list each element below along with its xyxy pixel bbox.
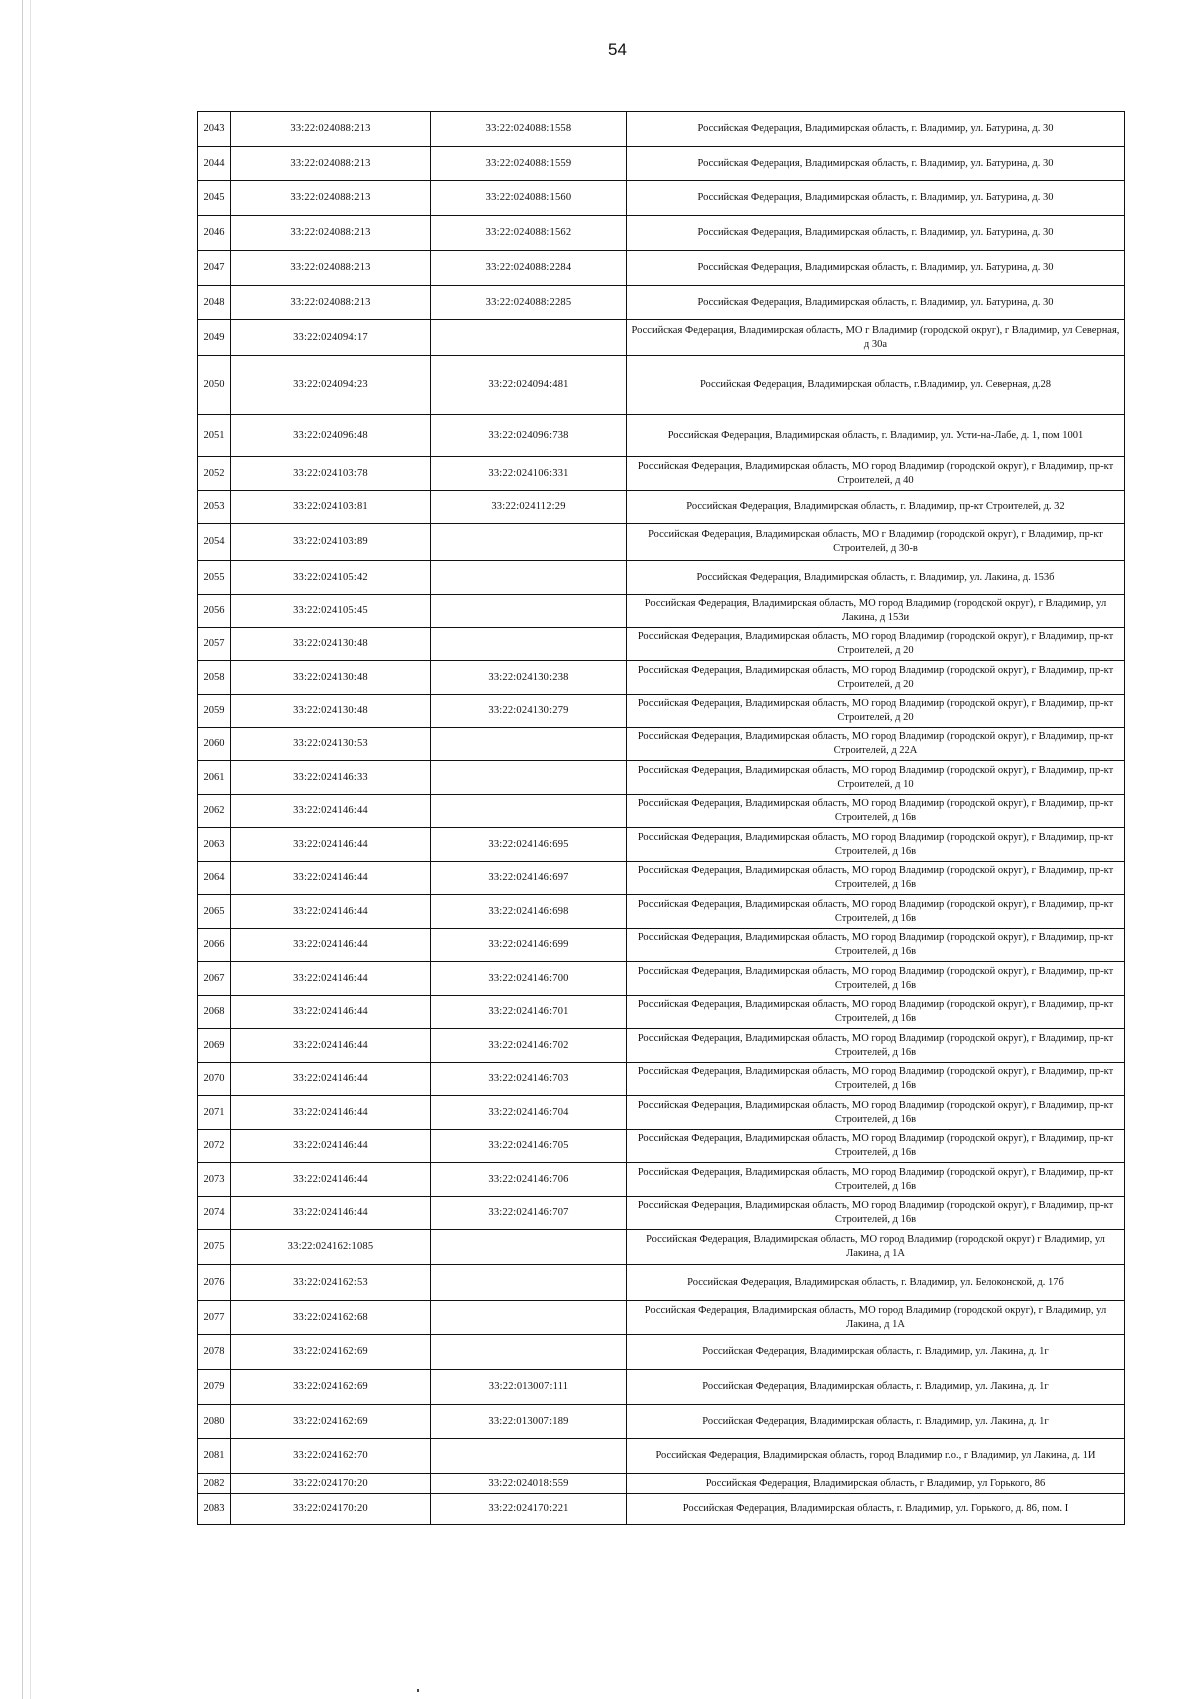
parcel-number-cell: 33:22:024130:48: [231, 661, 431, 695]
address-cell: Российская Федерация, Владимирская область, г. Владимир, ул. Лакина, д. 1г: [627, 1335, 1125, 1370]
row-number-cell: 2083: [198, 1494, 231, 1525]
object-number-cell: 33:22:024146:706: [431, 1163, 627, 1197]
object-number-cell: [431, 628, 627, 661]
table-row: [198, 695, 1125, 728]
address-cell: Российская Федерация, Владимирская область, МО город Владимир (городской округ), г Владимир, пр-кт Строителей, д 20: [627, 695, 1125, 728]
address-cell: Российская Федерация, Владимирская область, МО город Владимир (городской округ), г Владимир, пр-кт Строителей, д 16в: [627, 895, 1125, 929]
table-row: [198, 795, 1125, 828]
address-cell: Российская Федерация, Владимирская область, МО город Владимир (городской округ), г Владимир, пр-кт Строителей, д 16в: [627, 828, 1125, 862]
table-row: [198, 1265, 1125, 1301]
table-row: [198, 1197, 1125, 1230]
row-number-cell: 2073: [198, 1163, 231, 1197]
parcel-number-cell: 33:22:024088:213: [231, 147, 431, 181]
address-cell: Российская Федерация, Владимирская область, г. Владимир, ул. Батурина, д. 30: [627, 216, 1125, 251]
row-number-cell: 2072: [198, 1130, 231, 1163]
object-number-cell: 33:22:024146:702: [431, 1029, 627, 1063]
table-row: [198, 286, 1125, 320]
row-number-cell: 2052: [198, 457, 231, 491]
table-row: [198, 1474, 1125, 1494]
parcel-number-cell: 33:22:024170:20: [231, 1494, 431, 1525]
object-number-cell: 33:22:024096:738: [431, 415, 627, 457]
table-row: [198, 1130, 1125, 1163]
row-number-cell: 2050: [198, 356, 231, 415]
table-row: [198, 524, 1125, 561]
object-number-cell: 33:22:024130:238: [431, 661, 627, 695]
address-cell: Российская Федерация, Владимирская область, г. Владимир, ул. Лакина, д. 153б: [627, 561, 1125, 595]
address-cell: Российская Федерация, Владимирская область, город Владимир г.о., г Владимир, ул Лакина, д. 1И: [627, 1439, 1125, 1474]
address-cell: Российская Федерация, Владимирская область, МО город Владимир (городской округ), г Владимир, пр-кт Строителей, д 16в: [627, 1029, 1125, 1063]
parcel-number-cell: 33:22:024146:44: [231, 1063, 431, 1096]
table-row: [198, 1370, 1125, 1405]
address-cell: Российская Федерация, Владимирская область, г. Владимир, ул. Батурина, д. 30: [627, 147, 1125, 181]
table-row: [198, 862, 1125, 895]
row-number-cell: 2054: [198, 524, 231, 561]
row-number-cell: 2079: [198, 1370, 231, 1405]
table-row: [198, 628, 1125, 661]
parcel-number-cell: 33:22:024103:89: [231, 524, 431, 561]
table-row: [198, 595, 1125, 628]
row-number-cell: 2053: [198, 491, 231, 524]
row-number-cell: 2082: [198, 1474, 231, 1494]
object-number-cell: 33:22:024146:698: [431, 895, 627, 929]
table-row: [198, 112, 1125, 147]
row-number-cell: 2075: [198, 1230, 231, 1265]
parcel-number-cell: 33:22:024088:213: [231, 216, 431, 251]
row-number-cell: 2068: [198, 996, 231, 1029]
object-number-cell: 33:22:013007:111: [431, 1370, 627, 1405]
object-number-cell: 33:22:024088:1559: [431, 147, 627, 181]
parcel-number-cell: 33:22:024162:69: [231, 1335, 431, 1370]
row-number-cell: 2074: [198, 1197, 231, 1230]
table-row: [198, 1494, 1125, 1525]
table-row: [198, 1230, 1125, 1265]
parcel-number-cell: 33:22:024094:23: [231, 356, 431, 415]
table-row: [198, 828, 1125, 862]
object-number-cell: [431, 1265, 627, 1301]
object-number-cell: 33:22:024112:29: [431, 491, 627, 524]
object-number-cell: [431, 1439, 627, 1474]
object-number-cell: 33:22:024094:481: [431, 356, 627, 415]
parcel-number-cell: 33:22:024146:44: [231, 795, 431, 828]
table-row: [198, 491, 1125, 524]
object-number-cell: 33:22:024146:695: [431, 828, 627, 862]
row-number-cell: 2070: [198, 1063, 231, 1096]
row-number-cell: 2044: [198, 147, 231, 181]
row-number-cell: 2062: [198, 795, 231, 828]
object-number-cell: 33:22:024146:705: [431, 1130, 627, 1163]
parcel-number-cell: 33:22:024105:42: [231, 561, 431, 595]
parcel-number-cell: 33:22:024146:44: [231, 1130, 431, 1163]
object-number-cell: [431, 524, 627, 561]
register-table-body: [198, 112, 1125, 1525]
row-number-cell: 2080: [198, 1405, 231, 1439]
object-number-cell: [431, 728, 627, 761]
row-number-cell: 2046: [198, 216, 231, 251]
object-number-cell: 33:22:024146:699: [431, 929, 627, 962]
address-cell: Российская Федерация, Владимирская область, г. Владимир, ул. Белоконской, д. 17б: [627, 1265, 1125, 1301]
parcel-number-cell: 33:22:024088:213: [231, 286, 431, 320]
page-number: 54: [608, 40, 627, 59]
parcel-number-cell: 33:22:024146:44: [231, 929, 431, 962]
table-row: [198, 728, 1125, 761]
parcel-number-cell: 33:22:024162:68: [231, 1301, 431, 1335]
parcel-number-cell: 33:22:024146:44: [231, 1029, 431, 1063]
table-row: [198, 661, 1125, 695]
row-number-cell: 2059: [198, 695, 231, 728]
table-row: [198, 457, 1125, 491]
row-number-cell: 2063: [198, 828, 231, 862]
parcel-number-cell: 33:22:024162:69: [231, 1370, 431, 1405]
object-number-cell: [431, 761, 627, 795]
address-cell: Российская Федерация, Владимирская область, МО город Владимир (городской округ), г Владимир, пр-кт Строителей, д 20: [627, 661, 1125, 695]
scan-edge-line: [30, 0, 31, 1699]
address-cell: Российская Федерация, Владимирская область, МО город Владимир (городской округ), г Владимир, пр-кт Строителей, д 16в: [627, 1130, 1125, 1163]
object-number-cell: [431, 320, 627, 356]
row-number-cell: 2051: [198, 415, 231, 457]
object-number-cell: 33:22:024146:701: [431, 996, 627, 1029]
address-cell: Российская Федерация, Владимирская область, МО город Владимир (городской округ), г Владимир, пр-кт Строителей, д 16в: [627, 929, 1125, 962]
address-cell: Российская Федерация, Владимирская область, МО город Владимир (городской округ), г Владимир, пр-кт Строителей, д 10: [627, 761, 1125, 795]
object-number-cell: 33:22:024146:700: [431, 962, 627, 996]
object-number-cell: [431, 1301, 627, 1335]
address-cell: Российская Федерация, Владимирская область, г. Владимир, пр-кт Строителей, д. 32: [627, 491, 1125, 524]
table-row: [198, 1029, 1125, 1063]
table-row: [198, 996, 1125, 1029]
object-number-cell: 33:22:013007:189: [431, 1405, 627, 1439]
address-cell: Российская Федерация, Владимирская область, МО город Владимир (городской округ), г Владимир, пр-кт Строителей, д 16в: [627, 1063, 1125, 1096]
object-number-cell: [431, 1230, 627, 1265]
scan-edge-line: [22, 0, 23, 1699]
parcel-number-cell: 33:22:024130:53: [231, 728, 431, 761]
parcel-number-cell: 33:22:024162:70: [231, 1439, 431, 1474]
object-number-cell: [431, 595, 627, 628]
object-number-cell: 33:22:024088:1560: [431, 181, 627, 216]
parcel-number-cell: 33:22:024103:81: [231, 491, 431, 524]
object-number-cell: 33:22:024018:559: [431, 1474, 627, 1494]
row-number-cell: 2043: [198, 112, 231, 147]
parcel-number-cell: 33:22:024088:213: [231, 251, 431, 286]
table-row: [198, 1405, 1125, 1439]
parcel-number-cell: 33:22:024146:44: [231, 828, 431, 862]
address-cell: Российская Федерация, Владимирская область, МО город Владимир (городской округ), г Владимир, пр-кт Строителей, д 16в: [627, 1163, 1125, 1197]
table-row: [198, 320, 1125, 356]
table-row: [198, 895, 1125, 929]
row-number-cell: 2049: [198, 320, 231, 356]
table-row: [198, 561, 1125, 595]
address-cell: Российская Федерация, Владимирская область, МО город Владимир (городской округ), г Владимир, пр-кт Строителей, д 16в: [627, 795, 1125, 828]
parcel-number-cell: 33:22:024162:1085: [231, 1230, 431, 1265]
parcel-number-cell: 33:22:024146:44: [231, 996, 431, 1029]
parcel-number-cell: 33:22:024146:33: [231, 761, 431, 795]
object-number-cell: 33:22:024146:703: [431, 1063, 627, 1096]
scan-mark: [417, 1689, 419, 1692]
parcel-number-cell: 33:22:024146:44: [231, 962, 431, 996]
address-cell: Российская Федерация, Владимирская область, г. Владимир, ул. Батурина, д. 30: [627, 181, 1125, 216]
object-number-cell: [431, 1335, 627, 1370]
object-number-cell: 33:22:024170:221: [431, 1494, 627, 1525]
address-cell: Российская Федерация, Владимирская область, г. Владимир, ул. Лакина, д. 1г: [627, 1405, 1125, 1439]
table-row: [198, 251, 1125, 286]
address-cell: Российская Федерация, Владимирская область, МО город Владимир (городской округ), г Владимир, пр-кт Строителей, д 16в: [627, 862, 1125, 895]
object-number-cell: 33:22:024130:279: [431, 695, 627, 728]
address-cell: Российская Федерация, Владимирская область, г. Владимир, ул. Батурина, д. 30: [627, 286, 1125, 320]
object-number-cell: [431, 795, 627, 828]
table-row: [198, 356, 1125, 415]
row-number-cell: 2055: [198, 561, 231, 595]
table-row: [198, 1063, 1125, 1096]
table-row: [198, 761, 1125, 795]
address-cell: Российская Федерация, Владимирская область, г. Владимир, ул. Батурина, д. 30: [627, 112, 1125, 147]
row-number-cell: 2047: [198, 251, 231, 286]
object-number-cell: 33:22:024088:1562: [431, 216, 627, 251]
object-number-cell: [431, 561, 627, 595]
object-number-cell: 33:22:024088:2284: [431, 251, 627, 286]
parcel-number-cell: 33:22:024162:69: [231, 1405, 431, 1439]
table-row: [198, 181, 1125, 216]
table-row: [198, 415, 1125, 457]
row-number-cell: 2067: [198, 962, 231, 996]
parcel-number-cell: 33:22:024096:48: [231, 415, 431, 457]
parcel-number-cell: 33:22:024146:44: [231, 862, 431, 895]
parcel-number-cell: 33:22:024162:53: [231, 1265, 431, 1301]
address-cell: Российская Федерация, Владимирская область, МО город Владимир (городской округ), г Владимир, пр-кт Строителей, д 40: [627, 457, 1125, 491]
row-number-cell: 2064: [198, 862, 231, 895]
table-row: [198, 1301, 1125, 1335]
table-row: [198, 929, 1125, 962]
row-number-cell: 2045: [198, 181, 231, 216]
row-number-cell: 2060: [198, 728, 231, 761]
row-number-cell: 2069: [198, 1029, 231, 1063]
parcel-number-cell: 33:22:024146:44: [231, 1163, 431, 1197]
parcel-number-cell: 33:22:024088:213: [231, 112, 431, 147]
table-row: [198, 1163, 1125, 1197]
parcel-number-cell: 33:22:024146:44: [231, 1197, 431, 1230]
object-number-cell: 33:22:024106:331: [431, 457, 627, 491]
address-cell: Российская Федерация, Владимирская область, МО г Владимир (городской округ), г Владимир, ул Северная, д 30а: [627, 320, 1125, 356]
address-cell: Российская Федерация, Владимирская область, МО город Владимир (городской округ), г Владимир, пр-кт Строителей, д 16в: [627, 1197, 1125, 1230]
table-row: [198, 1335, 1125, 1370]
address-cell: Российская Федерация, Владимирская область, г. Владимир, ул. Усти-на-Лабе, д. 1, пом 1001: [627, 415, 1125, 457]
table-row: [198, 962, 1125, 996]
address-cell: Российская Федерация, Владимирская область, г. Владимир, ул. Лакина, д. 1г: [627, 1370, 1125, 1405]
address-cell: Российская Федерация, Владимирская область, г Владимир, ул Горького, 86: [627, 1474, 1125, 1494]
object-number-cell: 33:22:024146:707: [431, 1197, 627, 1230]
object-number-cell: 33:22:024146:697: [431, 862, 627, 895]
address-cell: Российская Федерация, Владимирская область, МО город Владимир (городской округ) г Владимир, ул Лакина, д 1А: [627, 1230, 1125, 1265]
row-number-cell: 2081: [198, 1439, 231, 1474]
object-number-cell: 33:22:024088:2285: [431, 286, 627, 320]
row-number-cell: 2048: [198, 286, 231, 320]
address-cell: Российская Федерация, Владимирская область, МО город Владимир (городской округ), г Владимир, пр-кт Строителей, д 22А: [627, 728, 1125, 761]
parcel-number-cell: 33:22:024088:213: [231, 181, 431, 216]
table-row: [198, 1096, 1125, 1130]
address-cell: Российская Федерация, Владимирская область, МО город Владимир (городской округ), г Владимир, пр-кт Строителей, д 16в: [627, 996, 1125, 1029]
parcel-number-cell: 33:22:024130:48: [231, 628, 431, 661]
row-number-cell: 2056: [198, 595, 231, 628]
row-number-cell: 2065: [198, 895, 231, 929]
address-cell: Российская Федерация, Владимирская область, МО город Владимир (городской округ), г Владимир, ул Лакина, д 1А: [627, 1301, 1125, 1335]
row-number-cell: 2077: [198, 1301, 231, 1335]
parcel-number-cell: 33:22:024094:17: [231, 320, 431, 356]
row-number-cell: 2057: [198, 628, 231, 661]
address-cell: Российская Федерация, Владимирская область, МО г Владимир (городской округ), г Владимир, пр-кт Строителей, д 30-в: [627, 524, 1125, 561]
parcel-number-cell: 33:22:024103:78: [231, 457, 431, 491]
object-number-cell: 33:22:024088:1558: [431, 112, 627, 147]
parcel-number-cell: 33:22:024170:20: [231, 1474, 431, 1494]
table-row: [198, 147, 1125, 181]
table-row: [198, 216, 1125, 251]
row-number-cell: 2078: [198, 1335, 231, 1370]
row-number-cell: 2061: [198, 761, 231, 795]
row-number-cell: 2071: [198, 1096, 231, 1130]
address-cell: Российская Федерация, Владимирская область, г. Владимир, ул. Горького, д. 86, пом. I: [627, 1494, 1125, 1525]
address-cell: Российская Федерация, Владимирская область, МО город Владимир (городской округ), г Владимир, пр-кт Строителей, д 20: [627, 628, 1125, 661]
object-number-cell: 33:22:024146:704: [431, 1096, 627, 1130]
parcel-number-cell: 33:22:024130:48: [231, 695, 431, 728]
parcel-number-cell: 33:22:024146:44: [231, 1096, 431, 1130]
row-number-cell: 2066: [198, 929, 231, 962]
address-cell: Российская Федерация, Владимирская область, МО город Владимир (городской округ), г Владимир, пр-кт Строителей, д 16в: [627, 962, 1125, 996]
register-table: [197, 111, 1125, 1525]
address-cell: Российская Федерация, Владимирская область, МО город Владимир (городской округ), г Владимир, ул Лакина, д 153и: [627, 595, 1125, 628]
address-cell: Российская Федерация, Владимирская область, МО город Владимир (городской округ), г Владимир, пр-кт Строителей, д 16в: [627, 1096, 1125, 1130]
parcel-number-cell: 33:22:024146:44: [231, 895, 431, 929]
row-number-cell: 2058: [198, 661, 231, 695]
parcel-number-cell: 33:22:024105:45: [231, 595, 431, 628]
row-number-cell: 2076: [198, 1265, 231, 1301]
table-row: [198, 1439, 1125, 1474]
address-cell: Российская Федерация, Владимирская область, г.Владимир, ул. Северная, д.28: [627, 356, 1125, 415]
address-cell: Российская Федерация, Владимирская область, г. Владимир, ул. Батурина, д. 30: [627, 251, 1125, 286]
